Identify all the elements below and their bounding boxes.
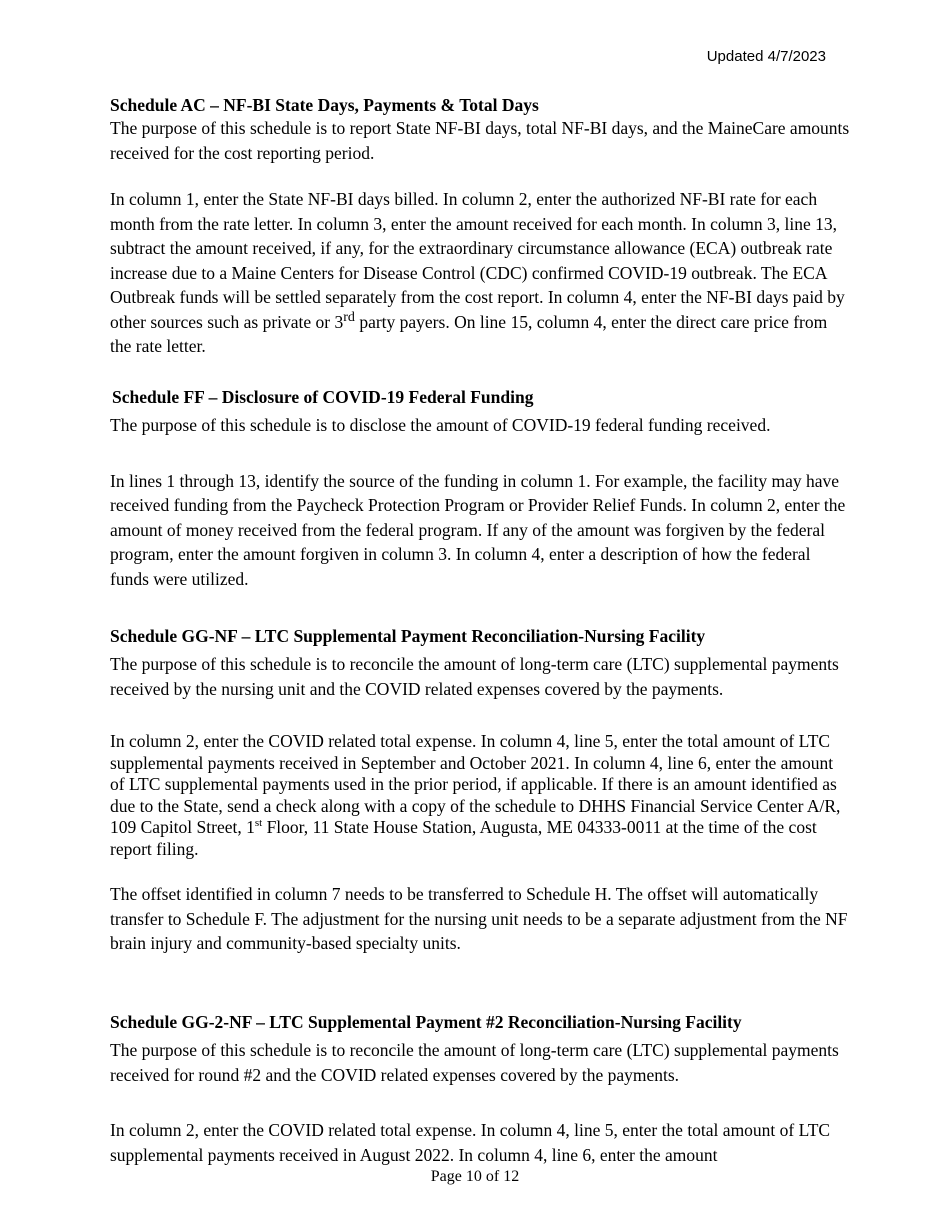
section-heading: Schedule AC – NF-BI State Days, Payments & Total Days xyxy=(110,95,539,115)
paragraph-text: In column 2, enter the COVID related total expense. In column 4, line 5, enter the total amount of LTC supplemental payments received in September and October 2021. In column 4, line 6, enter the amount of LTC supplemental payments used in the prior period, if applicable. If there is an amount identified as due to the State, send a check along with a copy of the schedule to DHHS Financial Service Center A/R, 109 Capitol Street, 1 xyxy=(110,731,841,837)
section-schedule-ff xyxy=(110,386,850,591)
paragraph: In column 2, enter the COVID related total expense. In column 4, line 5, enter the total amount of LTC supplemental payments received in August 2022. In column 4, line 6, enter the amount xyxy=(110,1120,831,1165)
section-schedule-gg-2-nf xyxy=(110,1011,850,1167)
paragraph-text: party payers. On line 15, column 4, enter the direct care price from the rate letter. xyxy=(110,311,828,356)
paragraph: The purpose of this schedule is to disclose the amount of COVID-19 federal funding received. xyxy=(110,415,771,435)
superscript: st xyxy=(254,817,263,830)
superscript: rd xyxy=(343,309,355,325)
page-number: Page 10 of 12 xyxy=(430,1168,520,1185)
paragraph: In lines 1 through 13, identify the source of the funding in column 1. For example, the facility may have received funding from the Paycheck Protection Program or Provider Relief Funds. In column 2, enter the amount of money received from the federal program. If any of the amount was forgiven by the federal program, enter the amount forgiven in column 3. In column 4, enter a description of how the federal funds were utilized. xyxy=(110,470,846,589)
section-schedule-gg-nf xyxy=(110,625,850,956)
section-heading: Schedule GG-NF – LTC Supplemental Payment Reconciliation-Nursing Facility xyxy=(110,626,706,646)
paragraph: The purpose of this schedule is to report State NF-BI days, total NF-BI days, and the MaineCare amounts received for the cost reporting period. xyxy=(110,118,850,163)
paragraph: The offset identified in column 7 needs to be transferred to Schedule H. The offset will automatically transfer to Schedule F. The adjustment for the nursing unit needs to be a separate adjustment from the NF brain injury and community-based specialty units. xyxy=(110,884,848,953)
paragraph xyxy=(110,731,850,860)
paragraph-text: In column 1, enter the State NF-BI days billed. In column 2, enter the authorized NF-BI rate for each month from the rate letter. In column 3, enter the amount received for each month. In column 3, line 13, subtract the amount received, if any, for the extraordinary circumstance allowance (ECA) outbreak rate increase due to a Maine Centers for Disease Control (CDC) confirmed COVID-19 outbreak. The ECA Outbreak funds will be settled separately from the cost report. In column 4, enter the NF-BI days paid by other sources such as private or 3 xyxy=(110,189,845,332)
paragraph: The purpose of this schedule is to reconcile the amount of long-term care (LTC) supplemental payments received by the nursing unit and the COVID related expenses covered by the payments. xyxy=(110,654,839,699)
paragraph: The purpose of this schedule is to reconcile the amount of long-term care (LTC) supplemental payments received for round #2 and the COVID related expenses covered by the payments. xyxy=(110,1040,839,1085)
section-heading: Schedule FF – Disclosure of COVID-19 Federal Funding xyxy=(112,387,534,407)
section-schedule-ac xyxy=(110,94,850,359)
paragraph-text: Floor, 11 State House Station, Augusta, ME 04333-0011 at the time of the cost report filing. xyxy=(110,817,817,859)
updated-date: Updated 4/7/2023 xyxy=(706,48,826,65)
paragraph xyxy=(110,187,850,359)
section-heading: Schedule GG-2-NF – LTC Supplemental Payment #2 Reconciliation-Nursing Facility xyxy=(110,1012,742,1032)
